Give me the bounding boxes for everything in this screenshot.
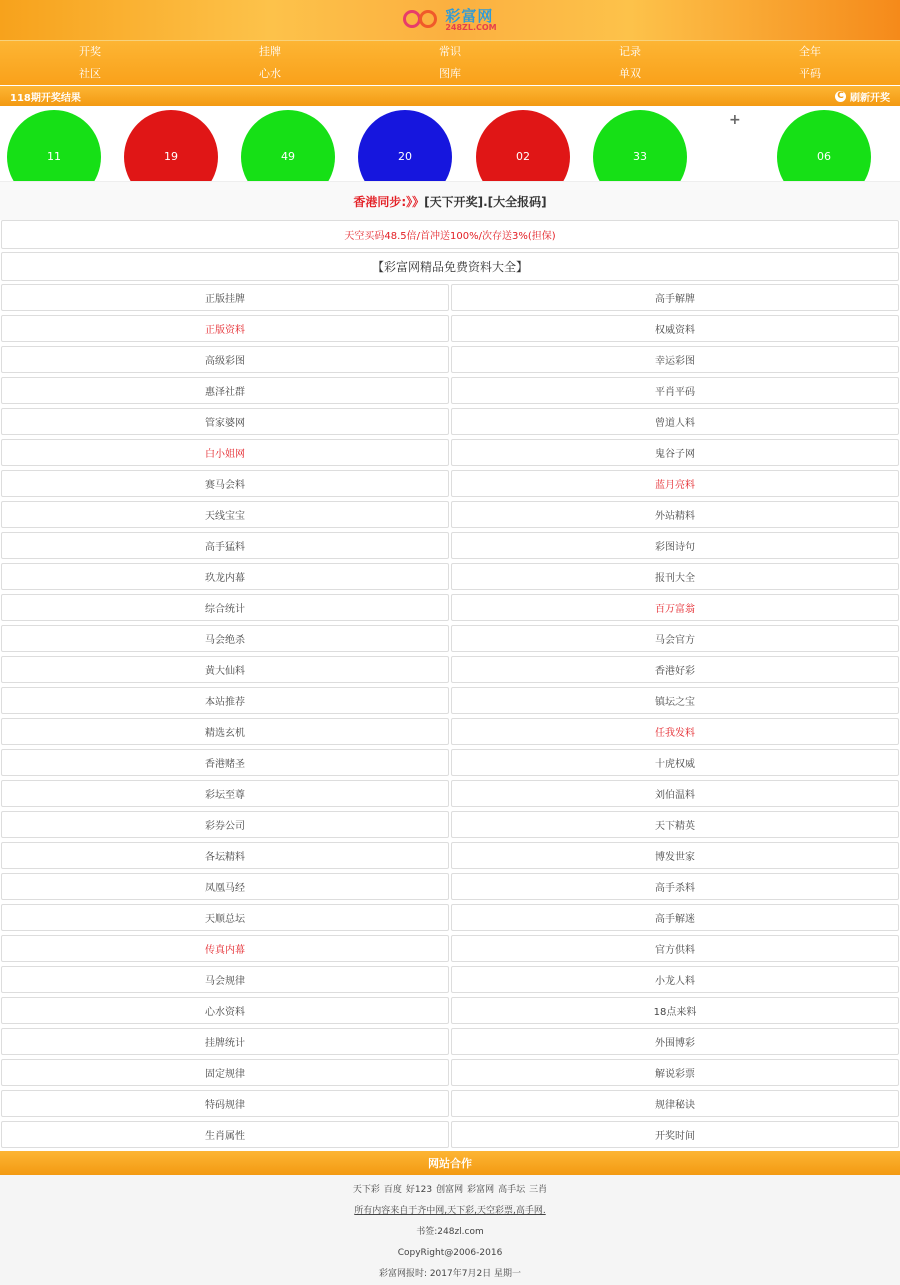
link-item[interactable]: 天下精英 <box>451 811 899 838</box>
partner-link[interactable]: 彩富网 <box>467 1185 495 1195</box>
partner-link[interactable]: 三肖 <box>529 1185 548 1195</box>
lottery-ball: 20 <box>358 110 452 181</box>
partner-link[interactable]: 天下彩 <box>352 1185 380 1195</box>
section-title-text: 【彩富网精品免费资料大全】 <box>371 260 528 274</box>
promo-text: 天空买码48.5倍/首冲送100%/次存送3%(担保) <box>344 231 556 242</box>
logo-domain: 248ZL.COM <box>445 22 497 32</box>
main-nav <box>0 40 900 85</box>
link-item[interactable]: 挂牌统计 <box>1 1028 449 1055</box>
link-item[interactable]: 赛马会料 <box>1 470 449 497</box>
refresh-button[interactable] <box>835 89 890 104</box>
partner-link[interactable]: 好123 <box>405 1185 433 1195</box>
footer-time: 彩富网报时: 2017年7月2日 星期一 <box>378 1269 522 1279</box>
link-item[interactable]: 香港赌圣 <box>1 749 449 776</box>
footer-copyright: CopyRight@2006-2016 <box>397 1248 503 1258</box>
link-item[interactable]: 马会绝杀 <box>1 625 449 652</box>
link-item[interactable]: 天线宝宝 <box>1 501 449 528</box>
link-item[interactable]: 高手解迷 <box>451 904 899 931</box>
link-item[interactable]: 玖龙内幕 <box>1 563 449 590</box>
link-item[interactable]: 高手杀料 <box>451 873 899 900</box>
footer <box>0 1175 900 1285</box>
link-item[interactable]: 任我发料 <box>451 718 899 745</box>
partner-link[interactable]: 百度 <box>383 1185 402 1195</box>
refresh-icon: C <box>835 91 846 102</box>
site-header <box>0 0 900 40</box>
link-item[interactable]: 精选玄机 <box>1 718 449 745</box>
nav-item[interactable]: 社区 <box>79 67 101 80</box>
link-item[interactable]: 惠泽社群 <box>1 377 449 404</box>
lottery-ball: 11 <box>7 110 101 181</box>
result-bar <box>0 85 900 106</box>
link-item[interactable]: 权威资料 <box>451 315 899 342</box>
link-item[interactable]: 正版挂牌 <box>1 284 449 311</box>
link-item[interactable]: 白小姐网 <box>1 439 449 466</box>
lottery-ball: 02 <box>476 110 570 181</box>
nav-item[interactable]: 挂牌 <box>259 45 281 58</box>
nav-item[interactable]: 平码 <box>799 67 821 80</box>
link-item[interactable]: 镇坛之宝 <box>451 687 899 714</box>
footer-notice[interactable]: 所有内容来自于齐中网,天下彩,天空彩票,高手网. <box>354 1206 546 1216</box>
lottery-ball: 19 <box>124 110 218 181</box>
special-ball: 06 <box>777 110 871 181</box>
lottery-ball: 33 <box>593 110 687 181</box>
link-item[interactable]: 官方供料 <box>451 935 899 962</box>
sync-prefix: 香港同步:》》 <box>353 194 425 209</box>
link-item[interactable]: 生肖属性 <box>1 1121 449 1148</box>
link-item[interactable]: 彩图诗句 <box>451 532 899 559</box>
footer-bookmark: 书签:248zl.com <box>416 1227 484 1237</box>
link-item[interactable]: 幸运彩图 <box>451 346 899 373</box>
link-item[interactable]: 黄大仙料 <box>1 656 449 683</box>
link-grid <box>0 281 900 1148</box>
link-item[interactable]: 博发世家 <box>451 842 899 869</box>
sync-banner[interactable] <box>0 181 900 220</box>
nav-item[interactable]: 开奖 <box>79 45 101 58</box>
link-item[interactable]: 正版资料 <box>1 315 449 342</box>
link-item[interactable]: 彩券公司 <box>1 811 449 838</box>
link-item[interactable]: 香港好彩 <box>451 656 899 683</box>
partner-link[interactable]: 创富网 <box>436 1185 464 1195</box>
result-label: 118期开奖结果 <box>10 92 81 104</box>
link-item[interactable]: 规律秘诀 <box>451 1090 899 1117</box>
plus-sign: + <box>729 112 741 128</box>
lottery-balls <box>0 106 900 181</box>
link-item[interactable]: 高级彩图 <box>1 346 449 373</box>
footer-title-text: 网站合作 <box>428 1157 472 1170</box>
nav-item[interactable]: 心水 <box>259 67 281 80</box>
link-item[interactable]: 高手解牌 <box>451 284 899 311</box>
nav-item[interactable]: 单双 <box>619 67 641 80</box>
link-item[interactable]: 小龙人料 <box>451 966 899 993</box>
link-item[interactable]: 解说彩票 <box>451 1059 899 1086</box>
section-title <box>1 252 899 281</box>
link-item[interactable]: 开奖时间 <box>451 1121 899 1148</box>
link-item[interactable]: 心水资料 <box>1 997 449 1024</box>
link-item[interactable]: 十虎权威 <box>451 749 899 776</box>
link-item[interactable]: 固定规律 <box>1 1059 449 1086</box>
lottery-ball: 49 <box>241 110 335 181</box>
footer-title <box>0 1151 900 1175</box>
partner-links <box>0 1180 900 1201</box>
link-item[interactable]: 18点来料 <box>451 997 899 1024</box>
sync-suffix: [天下开奖].[大全报码] <box>424 194 547 209</box>
nav-item[interactable]: 记录 <box>619 45 641 58</box>
link-item[interactable]: 管家婆网 <box>1 408 449 435</box>
nav-item[interactable]: 图库 <box>439 67 461 80</box>
nav-item[interactable]: 常识 <box>439 45 461 58</box>
link-item[interactable]: 报刊大全 <box>451 563 899 590</box>
refresh-label: 刷新开奖 <box>850 92 890 104</box>
link-item[interactable]: 天顺总坛 <box>1 904 449 931</box>
link-item[interactable]: 凤凰马经 <box>1 873 449 900</box>
link-item[interactable]: 彩坛至尊 <box>1 780 449 807</box>
link-item[interactable]: 蓝月亮料 <box>451 470 899 497</box>
link-item[interactable]: 特码规律 <box>1 1090 449 1117</box>
link-item[interactable]: 马会官方 <box>451 625 899 652</box>
nav-item[interactable]: 全年 <box>799 45 821 58</box>
link-item[interactable]: 高手猛料 <box>1 532 449 559</box>
logo-rings-icon <box>403 9 441 31</box>
link-item[interactable]: 外围博彩 <box>451 1028 899 1055</box>
link-item[interactable]: 曾道人料 <box>451 408 899 435</box>
link-item[interactable]: 刘伯温料 <box>451 780 899 807</box>
link-item[interactable]: 鬼谷子网 <box>451 439 899 466</box>
link-item[interactable]: 马会规律 <box>1 966 449 993</box>
link-item[interactable]: 各坛精料 <box>1 842 449 869</box>
promo-banner[interactable] <box>1 220 899 249</box>
logo-name: 彩富网 <box>445 6 494 25</box>
link-item[interactable]: 平肖平码 <box>451 377 899 404</box>
link-item[interactable]: 综合统计 <box>1 594 449 621</box>
link-item[interactable]: 本站推荐 <box>1 687 449 714</box>
link-item[interactable]: 外站精料 <box>451 501 899 528</box>
logo[interactable] <box>403 6 497 32</box>
link-item[interactable]: 传真内幕 <box>1 935 449 962</box>
link-item[interactable]: 百万富翁 <box>451 594 899 621</box>
partner-link[interactable]: 高手坛 <box>498 1185 526 1195</box>
